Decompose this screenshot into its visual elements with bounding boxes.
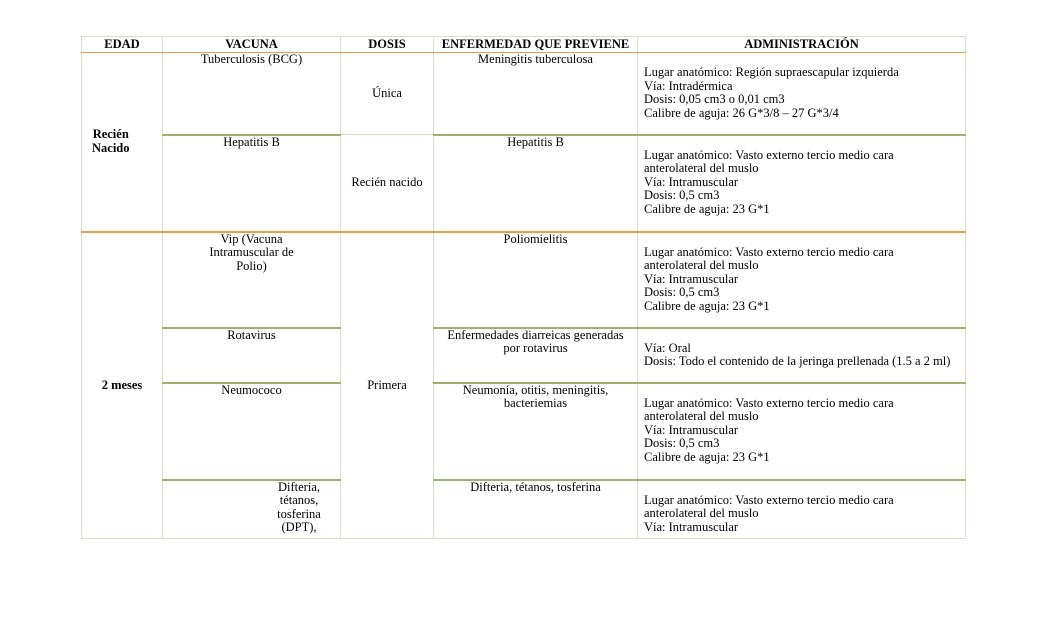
vacuna-name: (DPT), <box>281 520 317 534</box>
administracion-cell <box>638 232 966 328</box>
administracion-line: Vía: Intramuscular <box>644 422 739 437</box>
dosis-cell <box>341 232 434 539</box>
enfermedad-text: Difteria, tétanos, tosferina <box>470 479 601 494</box>
edad-cell-recien-nacido <box>82 53 163 232</box>
administracion-line: Lugar anatómico: Región supraescapular izquierda <box>644 65 899 79</box>
edad-cell-2-meses <box>82 232 163 539</box>
administracion-line: Dosis: 0,5 cm3 <box>644 436 720 450</box>
administracion-line: anterolateral del muslo <box>644 409 759 423</box>
administracion-cell <box>638 480 966 539</box>
administracion-line: Lugar anatómico: Vasto externo tercio medio cara <box>644 395 894 410</box>
administracion-line: Dosis: 0,5 cm3 <box>644 188 720 202</box>
administracion-line: Calibre de aguja: 23 G*1 <box>644 449 770 464</box>
vacuna-cell <box>163 328 341 383</box>
administracion-line: Vía: Intramuscular <box>644 174 739 189</box>
enfermedad-cell <box>434 232 638 328</box>
administracion-cell <box>638 328 966 383</box>
administracion-line: Lugar anatómico: Vasto externo tercio medio cara <box>644 147 894 162</box>
header-enfermedad: ENFERMEDAD QUE PREVIENE <box>434 37 638 53</box>
table-row <box>82 135 966 232</box>
administracion-line: Dosis: Todo el contenido de la jeringa prellenada (1.5 a 2 ml) <box>644 354 951 368</box>
administracion-line: Vía: Intramuscular <box>644 271 739 286</box>
administracion-line: Vía: Oral <box>644 340 691 355</box>
header-edad: EDAD <box>82 37 163 53</box>
edad-label: Recién <box>92 127 129 142</box>
vacuna-name: Rotavirus <box>227 327 276 342</box>
edad-label: 2 meses <box>101 377 143 392</box>
vacuna-cell <box>163 480 341 539</box>
table-row <box>82 480 966 539</box>
table-row <box>82 383 966 480</box>
administracion-line: Calibre de aguja: 23 G*1 <box>644 201 770 216</box>
dosis-value: Única <box>372 85 402 100</box>
administracion-cell <box>638 53 966 135</box>
administracion-cell <box>638 383 966 480</box>
dosis-value: Primera <box>367 377 407 392</box>
vacuna-name: Intramuscular de <box>209 245 294 259</box>
table-row <box>82 232 966 328</box>
header-administracion: ADMINISTRACIÓN <box>638 37 966 53</box>
enfermedad-text: Neumonía, otitis, meningitis, <box>462 382 609 397</box>
administracion-line: Lugar anatómico: Vasto externo tercio medio cara <box>644 492 894 507</box>
administracion-line: anterolateral del muslo <box>644 161 759 175</box>
edad-label: Nacido <box>92 140 130 155</box>
administracion-line: anterolateral del muslo <box>644 258 759 272</box>
enfermedad-text: Meningitis tuberculosa <box>478 52 593 66</box>
enfermedad-text: bacteriemias <box>503 396 568 410</box>
dosis-cell <box>341 135 434 232</box>
header-row <box>82 37 966 53</box>
vacuna-cell <box>163 232 341 328</box>
enfermedad-text: por rotavirus <box>503 341 568 355</box>
vacuna-name: tétanos, <box>279 493 319 507</box>
vacuna-cell <box>163 53 341 135</box>
vacuna-name: Hepatitis B <box>223 134 280 149</box>
header-vacuna: VACUNA <box>163 37 341 53</box>
vaccination-schedule-page <box>81 36 965 540</box>
administracion-cell <box>638 135 966 232</box>
vacuna-cell <box>163 383 341 480</box>
vacuna-name: tosferina <box>277 506 321 521</box>
vacuna-cell <box>163 135 341 232</box>
vacuna-name: Tuberculosis (BCG) <box>200 52 303 66</box>
table-row <box>82 53 966 135</box>
administracion-line: Vía: Intradérmica <box>644 78 733 93</box>
vacuna-name: Neumococo <box>221 382 282 397</box>
enfermedad-cell <box>434 383 638 480</box>
vaccination-table <box>81 36 966 539</box>
administracion-line: anterolateral del muslo <box>644 506 759 520</box>
dosis-cell <box>341 53 434 135</box>
table-row <box>82 328 966 383</box>
administracion-line: Lugar anatómico: Vasto externo tercio medio cara <box>644 244 894 259</box>
dosis-value: Recién nacido <box>351 175 423 189</box>
enfermedad-cell <box>434 328 638 383</box>
enfermedad-cell <box>434 135 638 232</box>
enfermedad-text: Hepatitis B <box>507 134 564 149</box>
vacuna-name: Vip (Vacuna <box>220 231 283 246</box>
enfermedad-cell <box>434 53 638 135</box>
administracion-line: Dosis: 0,05 cm3 o 0,01 cm3 <box>644 92 785 106</box>
vacuna-name: Polio) <box>236 258 267 273</box>
administracion-line: Calibre de aguja: 26 G*3/8 – 27 G*3/4 <box>644 105 839 120</box>
enfermedad-cell <box>434 480 638 539</box>
administracion-line: Dosis: 0,5 cm3 <box>644 285 720 299</box>
enfermedad-text: Enfermedades diarreicas generadas <box>447 327 624 342</box>
administracion-line: Calibre de aguja: 23 G*1 <box>644 298 770 313</box>
administracion-line: Vía: Intramuscular <box>644 519 739 534</box>
header-dosis: DOSIS <box>341 37 434 53</box>
vacuna-name: Difteria, <box>278 479 320 494</box>
enfermedad-text: Poliomielitis <box>503 231 568 246</box>
